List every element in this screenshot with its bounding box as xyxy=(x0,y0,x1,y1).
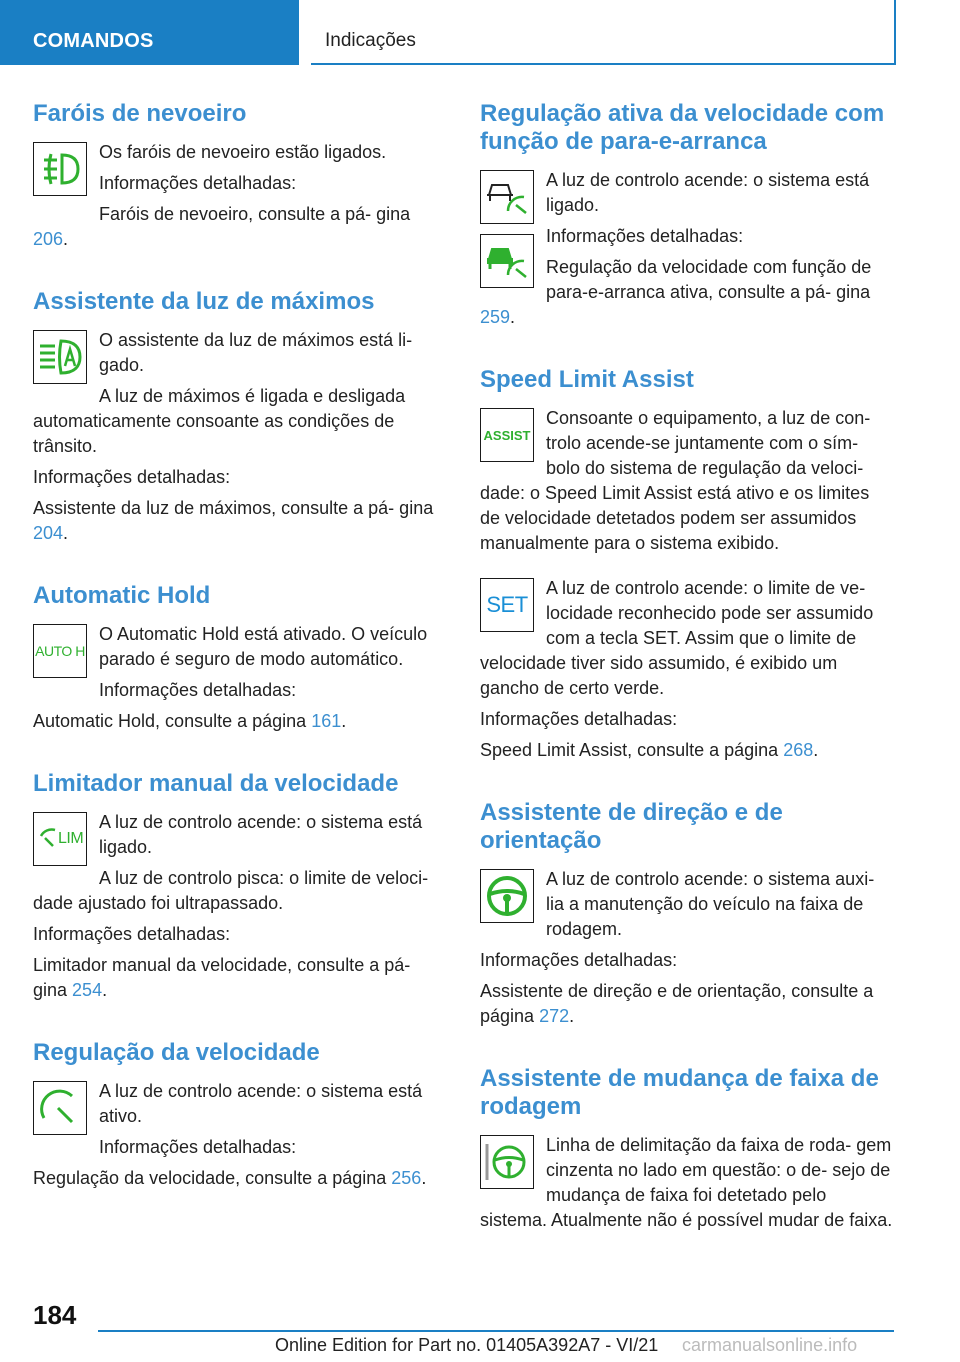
set-icon: SET xyxy=(480,578,534,632)
active-cruise-control-icon xyxy=(480,170,534,224)
section-automatic-hold xyxy=(33,582,447,740)
section-title: Faróis de nevoeiro xyxy=(33,100,247,127)
paragraph: A luz de controlo acende: o sistema está ativo. xyxy=(99,1081,423,1126)
high-beam-assistant-icon xyxy=(33,330,87,384)
paragraph: Informações detalhadas: xyxy=(480,950,678,970)
reference-paragraph: Faróis de nevoeiro, consulte a pá- gina 206. xyxy=(33,204,411,249)
section-cruise-control xyxy=(33,1039,447,1197)
section-title: Speed Limit Assist xyxy=(480,366,694,393)
paragraph: O assistente da luz de máximos está li- gado. xyxy=(99,330,413,375)
reference-paragraph: Limitador manual da velocidade, consulte a pá- gina 254. xyxy=(33,955,411,1000)
paragraph: Informações detalhadas: xyxy=(99,1137,297,1157)
edition-text: Online Edition for Part no. 01405A392A7 - VI/21 xyxy=(275,1335,659,1355)
page-link[interactable]: 256 xyxy=(391,1168,422,1188)
paragraph: A luz de controlo acende: o sistema está ligado. xyxy=(99,812,423,857)
speed-limit-assist-icon: ASSIST xyxy=(480,408,534,462)
icon-stack xyxy=(480,168,536,298)
section-title: Regulação da velocidade xyxy=(33,1039,320,1066)
paragraph: A luz de controlo acende: o sistema está ligado. xyxy=(546,170,870,215)
section-title: Regulação ativa da velocidade com função de para-e-arranca xyxy=(480,100,885,155)
page-link[interactable]: 259 xyxy=(480,307,511,327)
section-title: Assistente de direção e de orientação xyxy=(480,799,783,854)
paragraph: Informações detalhadas: xyxy=(480,709,678,729)
cruise-control-icon xyxy=(33,1081,87,1135)
paragraph: A luz de controlo acende: o limite de ve- locidade reconhecido pode ser assumido com a tecla SET. Assim que o limite de velocidade tiver sido assumido, é exibido um gancho de certo verde. xyxy=(480,578,874,698)
reference-paragraph: Speed Limit Assist, consulte a página 268. xyxy=(480,740,819,760)
section-title: Assistente da luz de máximos xyxy=(33,288,375,315)
steering-assistant-icon xyxy=(480,869,534,923)
section-steering-assistant xyxy=(480,799,894,1035)
section-active-cruise-control xyxy=(480,100,894,336)
section-header xyxy=(311,0,896,65)
section-title: Automatic Hold xyxy=(33,582,211,609)
section-title: Assistente de mudança de faixa de rodagem xyxy=(480,1065,879,1120)
section-manual-speed-limiter xyxy=(33,770,447,1009)
paragraph: O Automatic Hold está ativado. O veículo parado é seguro de modo automático. xyxy=(99,624,428,669)
paragraph: Os faróis de nevoeiro estão ligados. xyxy=(99,142,387,162)
page-link[interactable]: 254 xyxy=(72,980,103,1000)
right-column xyxy=(480,100,894,1269)
page-link[interactable]: 204 xyxy=(33,523,64,543)
paragraph: Informações detalhadas: xyxy=(546,226,744,246)
active-cruise-control-green-icon xyxy=(480,234,534,288)
page-link[interactable]: 272 xyxy=(539,1006,570,1026)
paragraph: Informações detalhadas: xyxy=(99,680,297,700)
section-title: Limitador manual da velocidade xyxy=(33,770,399,797)
page-link[interactable]: 206 xyxy=(33,229,64,249)
reference-paragraph: Assistente da luz de máximos, consulte a pá- gina 204. xyxy=(33,498,434,543)
paragraph: Linha de delimitação da faixa de roda- gem cinzenta no lado em questão: o de- sejo de mudança de faixa foi detetado pelo sistema. Atualmente não é possível mudar de faixa. xyxy=(480,1135,893,1230)
reference-paragraph: Automatic Hold, consulte a página 161. xyxy=(33,711,347,731)
section-lane-change-assistant xyxy=(480,1065,894,1239)
page-number: 184 xyxy=(33,1300,77,1330)
left-column xyxy=(33,100,447,1227)
speed-limiter-icon: LIM xyxy=(33,812,87,866)
reference-paragraph: Regulação da velocidade, consulte a página 256. xyxy=(33,1168,427,1188)
watermark: carmanualsonline.info xyxy=(682,1335,858,1355)
paragraph: Informações detalhadas: xyxy=(33,924,231,944)
section-label: Indicações xyxy=(325,30,416,51)
paragraph: A luz de controlo pisca: o limite de veloci- dade ajustado foi ultrapassado. xyxy=(33,868,429,913)
automatic-hold-icon: AUTO H xyxy=(33,624,87,678)
paragraph: Informações detalhadas: xyxy=(33,467,231,487)
reference-paragraph: Assistente de direção e de orientação, consulte a página 272. xyxy=(480,981,874,1026)
page-link[interactable]: 161 xyxy=(311,711,342,731)
section-high-beam-assistant xyxy=(33,288,447,552)
paragraph: Consoante o equipamento, a luz de con- trolo acende-se juntamente com o sím- bolo do sistema de regulação da veloci- dade: o Speed Limit Assist está ativo e os limites de velocidade detetados podem ser assumidos manualmente para o sistema exibido. xyxy=(480,408,871,553)
paragraph: Informações detalhadas: xyxy=(99,173,297,193)
lane-change-assistant-icon xyxy=(480,1135,534,1189)
chapter-label: COMANDOS xyxy=(33,30,154,52)
reference-paragraph: Regulação da velocidade com função de para-e-arranca ativa, consulte a pá- gina 259. xyxy=(480,257,872,327)
paragraph: A luz de máximos é ligada e desligada automaticamente consoante as condições de trânsito. xyxy=(33,386,406,456)
paragraph: A luz de controlo acende: o sistema auxi- lia a manutenção do veículo na faixa de rodagem. xyxy=(546,869,875,939)
section-front-fog-lights xyxy=(33,100,447,258)
section-speed-limit-assist xyxy=(480,366,894,769)
chapter-tab xyxy=(0,0,299,65)
front-fog-light-icon xyxy=(33,142,87,196)
page-link[interactable]: 268 xyxy=(783,740,814,760)
footer-divider xyxy=(98,1330,894,1332)
